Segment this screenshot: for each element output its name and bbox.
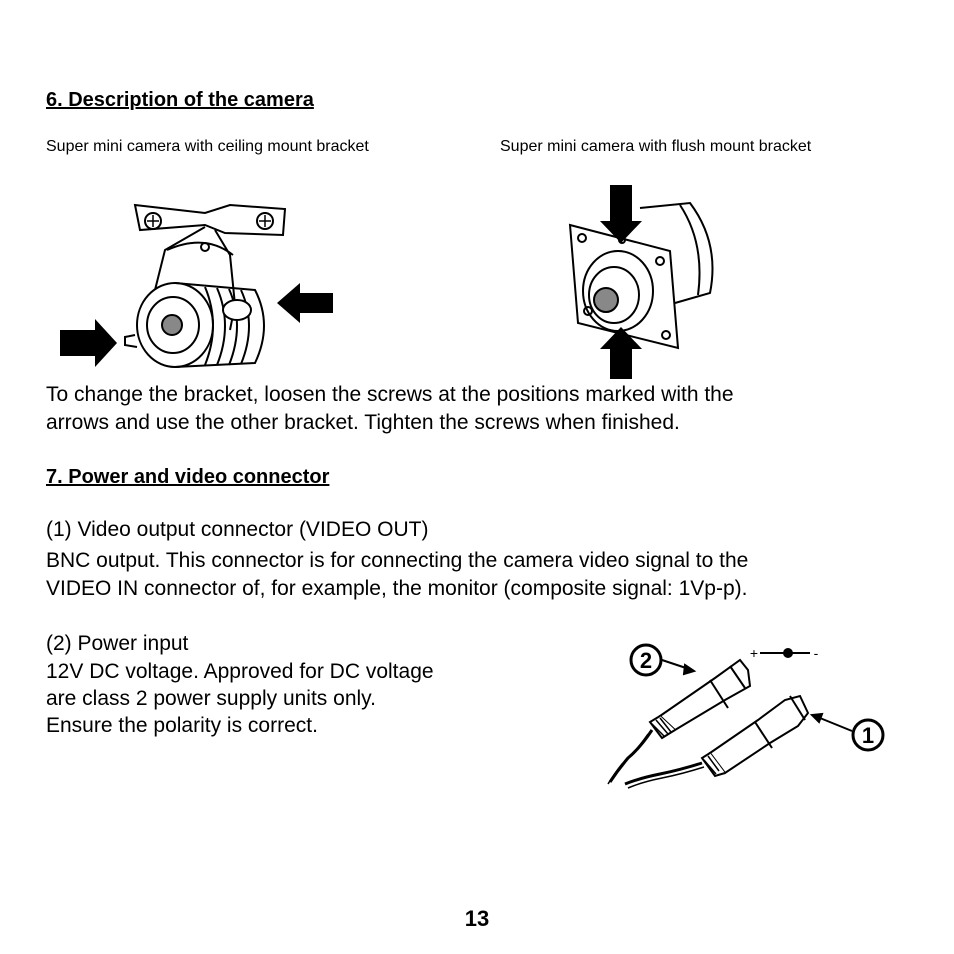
video-connector-title: (1) Video output connector (VIDEO OUT) xyxy=(46,518,429,541)
power-input-line-2: are class 2 power supply units only. xyxy=(46,687,376,710)
polarity-plus-label: + xyxy=(749,645,759,661)
connector-label-2: 2 xyxy=(639,648,653,673)
video-connector-line-1: BNC output. This connector is for connecting the camera video signal to the xyxy=(46,549,749,572)
section-7-heading: 7. Power and video connector xyxy=(46,466,330,488)
connector-label-1: 1 xyxy=(861,723,875,748)
arrow-left-icon xyxy=(277,283,333,323)
polarity-minus-label: - xyxy=(813,645,819,661)
video-connector-line-2: VIDEO IN connector of, for example, the monitor (composite signal: 1Vp-p). xyxy=(46,577,748,600)
arrow-right-icon xyxy=(60,319,117,367)
ceiling-mount-camera-illustration xyxy=(55,195,345,375)
caption-flush-mount: Super mini camera with flush mount bracket xyxy=(500,138,812,155)
page-number: 13 xyxy=(464,906,490,931)
caption-ceiling-mount: Super mini camera with ceiling mount bracket xyxy=(46,138,369,155)
connector-illustration xyxy=(600,638,895,790)
power-input-line-3: Ensure the polarity is correct. xyxy=(46,714,318,737)
power-input-title: (2) Power input xyxy=(46,632,189,655)
power-input-line-1: 12V DC voltage. Approved for DC voltage xyxy=(46,660,434,683)
flush-mount-camera-illustration xyxy=(560,183,720,381)
bracket-instruction-line-1: To change the bracket, loosen the screws at the positions marked with the xyxy=(46,383,734,406)
section-6-heading: 6. Description of the camera xyxy=(46,89,314,111)
bracket-instruction-line-2: arrows and use the other bracket. Tighten the screws when finished. xyxy=(46,411,680,434)
